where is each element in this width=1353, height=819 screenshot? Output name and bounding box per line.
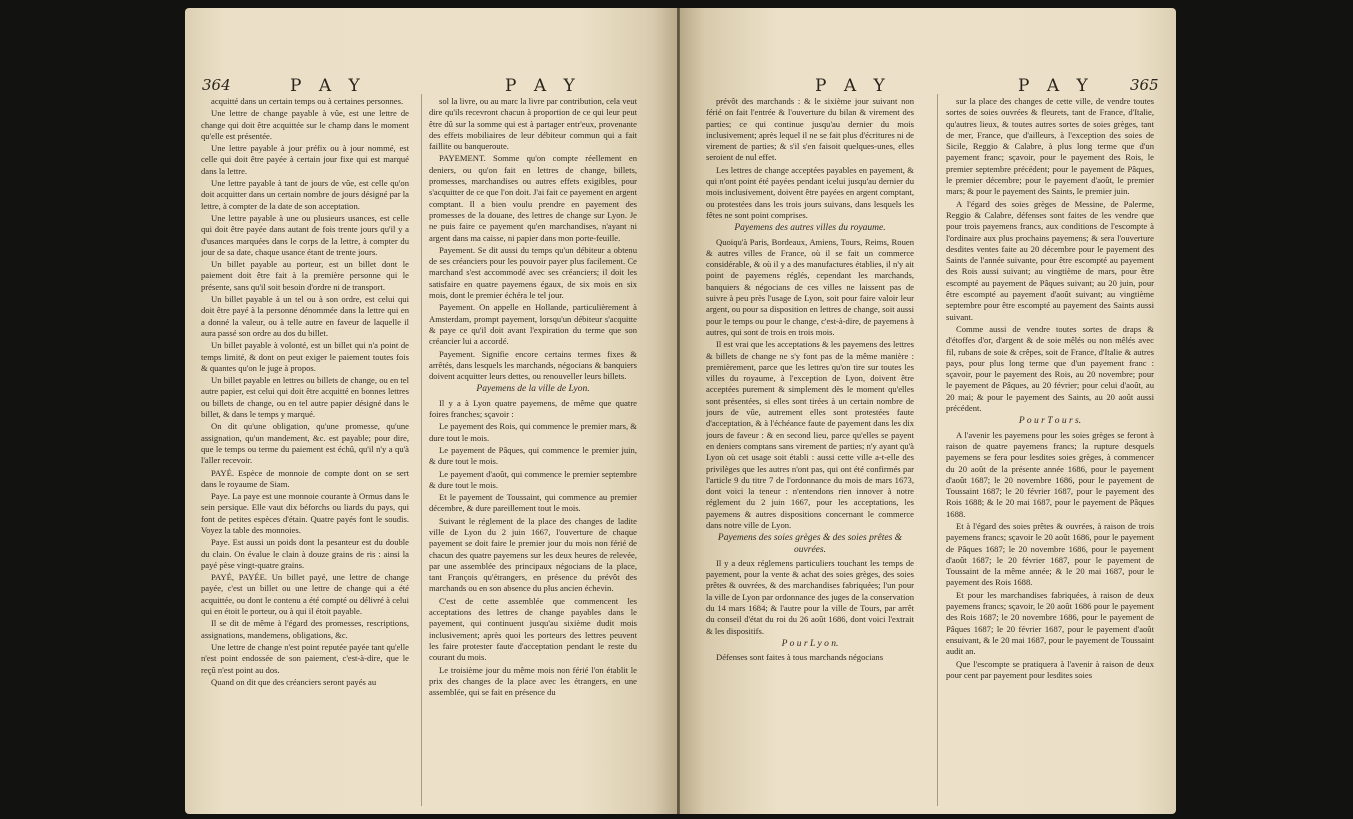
left-column-1 [201, 96, 409, 804]
paragraph: Il se dit de même à l'égard des promesses, rescriptions, assignations, mandemens, obligations, &c. [201, 618, 409, 640]
right-page [680, 8, 1176, 814]
paragraph: Une lettre de change payable à vûe, est une lettre de change qui doit être acquittée sur le champ dans le moment qu'elle est présentée. [201, 108, 409, 141]
paragraph: On dit qu'une obligation, qu'une promesse, qu'une assignation, qu'un mandement, &c. est payable; pour dire, que le temps ou terme du paiement est échû, qu'il n'y a qu'à l'aller recevoir. [201, 421, 409, 466]
paragraph: Un billet payable à un tel ou à son ordre, est celui qui doit être payé à la personne dénommée dans la lettre qui en a donné la valeur, ou à telle autre en faveur de laquelle il aura passé son ordre au dos du billet. [201, 294, 409, 338]
left-running-head: P A Y [290, 76, 366, 96]
paragraph: C'est de cette assemblée que commencent les acceptations des lettres de change payables dans le payement, qui continuent jusqu'au sixième dudit mois inclusivement; après quoi les porteurs des lettres peuvent les faire protester faute d'acceptation pendant le reste du courant du mois. [429, 595, 637, 663]
right-running-head-col2: P A Y [1018, 76, 1094, 96]
paragraph: Payement. Se dit aussi du temps qu'un débiteur a obtenu de ses créanciers pour les pouvoir payer plus facilement. Ce marchand s'est accommodé avec ses créanciers; il doit les satisfaire en quatre payemens égaux, de six mois en six mois, dont le premier échéra le tel jour. [429, 244, 637, 301]
paragraph: prévôt des marchands : & le sixième jour suivant non férié on fait l'entrée & l'ouverture du bilan & virement des parties; ce qui continue jusqu'au dernier du mois inclusivement; après lequel il ne se fait plus d'écritures ni de virement de parties; & s'il s'en faisoit quelques-unes, elles seroient de nul effet. [706, 96, 914, 163]
right-column-2 [946, 96, 1154, 804]
paragraph: A l'égard des soies grèges de Messine, de Palerme, Reggio & Calabre, défenses sont faites de les vendre que pour trois payemens francs, aux conditions de l'escompte à l'ordinaire aux plus prochains payemens; & sera l'ouverture desdites ventes faite au 20 décembre pour le payement des Saints de l'année suivante, pour être escompté au payement des Rois aussi suivant; au vingtième de mars, pour être escompté au payement de Pâques suivant; au 20 juin, pour être escompté au payement d'août suivant; au vingtième septembre pour être escompté au payement des Saints aussi suivant. [946, 198, 1154, 322]
left-column-rule [421, 94, 422, 806]
paragraph: Défenses sont faites à tous marchands négocians [716, 652, 884, 663]
paragraph: Paye. La paye est une monnoie courante à Ormus dans le sein persique. Elle vaut dix béforchs ou liards du pays, qui font de petites espèces d'étain. Quatre payés font le soudis. Voyez la table des monnoies. [201, 491, 409, 535]
paragraph: Quand on dit que des créanciers seront payés au [211, 676, 377, 687]
paragraph: Un billet payable en lettres ou billets de change, ou en tel autre papier, est celui qui doit être acquitté en bonnes lettres ou billets de change, ou en tel autre papier désigné dans le billet, & dans le temps y marqué. [201, 375, 409, 420]
section-heading: Payemens des soies grèges & des soies prêtes & ouvrées. [717, 533, 903, 555]
paragraph: Une lettre payable à une ou plusieurs usances, est celle qui doit être payée dans autant de fois trente jours qu'il y a d'usances marquées dans le corps de la lettre, à compter du jour de sa date, chaque usance étant de trente jours. [201, 212, 409, 257]
right-column-rule [937, 94, 938, 806]
paragraph: Il y a à Lyon quatre payemens, de même que quatre foires franches; sçavoir : [429, 397, 637, 420]
paragraph: Le payement de Pâques, qui commence le premier juin, & dure tout le mois. [429, 444, 637, 467]
paragraph: PAYEMENT. Somme qu'on compte réellement en deniers, ou qu'on fait en lettres de change, billets, promesses, marchandises ou autres effets exigibles, pour s'acquitter de ce que l'on doit. J'ai fait ce payement en argent comptant. Il a bien voulu prendre en payement des promesses de la douane, des lettres de change sur Lyon. Je ne puis faire ce payement qu'en marchandises, n'ayant ni argent dans ma caisse, ni papier dans mon porte-feuille. [429, 153, 637, 243]
paragraph: Quoiqu'à Paris, Bordeaux, Amiens, Tours, Reims, Rouen & autres villes de France, où il se fait un commerce considérable, & où il y a des manufactures établies, il n'y ait point de payemens réglés, cependant les marchands, banquiers & négocians de ces villes ne laissent pas de suivre à peu près l'usage de Lyon, soit pour faire valoir leur argent, ou pour sa disposition en lettres de change, soit aussi pour le temps ou pour le change, c'est-à-dire, de payemens à autres, qui sont de trois en trois mois. [706, 236, 914, 337]
paragraph: A l'avenir les payemens pour les soies grèges se feront à raison de quatre payemens francs; la rupture desquels payemens se fera pour lesdites soies grèges, à commencer du 20 août de la présente année 1686, pour le payement d'août 1687; le 20 novembre 1686, pour le payement de Toussaint 1687; le 20 février 1687, pour le payement des Rois 1688; & le 20 mai 1687, pour le payement de Pâques 1688. [946, 429, 1154, 519]
paragraph: Comme aussi de vendre toutes sortes de draps & d'étoffes d'or, d'argent & de soie mêlés ou non mêlés avec fil, rubans de soie & crêpes, soit de France, d'Italie & autres pays, pour plus long terme que d'un payement franc : sçavoir, pour le payement des Rois, au 20 novembre; pour le payement de Pâques, au 20 février; pour celui d'août, au 20 mai; & pour le payement des Saints, au 20 août aussi précédent. [946, 323, 1154, 414]
left-column-2 [429, 96, 637, 804]
paragraph: Paye. Est aussi un poids dont la pesanteur est du double du clain. On évalue le clain à douze grains de ris : ainsi la payé pèse vingt-quatre grains. [201, 537, 409, 570]
paragraph: Une lettre payable à tant de jours de vûe, est celle qu'on doit acquitter dans un certain nombre de jours désigné par la lettre, à compter de la date de son acceptation. [201, 178, 409, 211]
left-running-head-col2: P A Y [505, 76, 581, 96]
paragraph: Il y a deux réglemens particuliers touchant les temps de payement, pour la vente & achat des soies grèges, des soies prêtes & ouvrées, & des marchandises fabriquées; l'un pour la ville de Lyon par ordonnance des juges de la conservation du 14 mars 1684; & l'autre pour la ville de Tours, par arrêt du conseil d'état du roi du 26 août 1686, dont voici l'extrait & les dispositifs. [706, 557, 914, 636]
paragraph: Le payement des Rois, qui commence le premier mars, & dure tout le mois. [429, 421, 637, 443]
paragraph: acquitté dans un certain temps ou à certaines personnes. [211, 96, 404, 106]
paragraph: Une lettre de change n'est point reputée payée tant qu'elle n'est point endossée de son paiement, c'est-à-dire, que le reçû n'est point au dos. [201, 641, 409, 675]
paragraph: Il est vrai que les acceptations & les payemens des lettres & billets de change ne s'y font pas de la même manière : premièrement, parce que les lettres qu'on tire sur toutes les villes du royaume, à l'exception de Lyon, doivent être acceptées purement & simplement dès le moment qu'elles sont présentées, si elles sont tirées à un certain nombre de jours de vûe, autrement elles sont protestées faute d'acceptation, & à l'échéance faute de payement dans les dix jours de faveur : & en second lieu, parce qu'elles se payent en deniers comptans sans virement de parties; n'y ayant qu'à Lyon où cet usage soit établi : aussi cette ville a-t-elle des privilèges que les autres n'ont pas, qui ont été confirmés par l'article 9 du titre 7 de l'ordonnance du mois de mars 1673, dont voici la teneur : n'entendons rien innover à notre réglement du 2 juin 1667, pour les acceptations, les payemens & autres dispositions concernant le commerce dans notre ville de Lyon. [706, 339, 914, 530]
left-page-number: 364 [202, 76, 231, 94]
paragraph: Payement. Signifie encore certains termes fixes & arrêtés, dans lesquels les marchands, négocians & banquiers doivent acquitter leurs dettes, ou renouveller leurs billets. [429, 348, 637, 382]
right-running-head: P A Y [815, 76, 891, 96]
paragraph: Et le payement de Toussaint, qui commence au premier décembre, & dure pareillement tout le mois. [429, 492, 637, 514]
paragraph: Et à l'égard des soies prêtes & ouvrées, à raison de trois payemens francs; sçavoir le 20 août 1686, pour le payement de Pâques 1687; le 20 novembre 1686, pour le payement d'août 1687; le 20 février 1687, pour le payement de Toussaint de la même année; & le 20 mai 1687, pour le payement des Rois 1688. [946, 520, 1154, 588]
section-heading: Payemens des autres villes du royaume. [734, 223, 886, 234]
paragraph: Que l'escompte se pratiquera à l'avenir à raison de deux pour cent par payement pour lesdites soies [946, 658, 1154, 680]
paragraph: Suivant le réglement de la place des changes de ladite ville de Lyon du 2 juin 1667, l'ouverture de chaque payement se doit faire le premier jour du mois non férié de chacun des quatre payemens sur les deux heures de relevée, par une assemblée des principaux négocians de la place, tant François qu'étrangers, en présence du prévôt des marchands ou en son absence du plus ancien échevin. [429, 515, 637, 594]
paragraph: PAYÉ, PAYÉE. Un billet payé, une lettre de change payée, c'est un billet ou une lettre de change qui a été acquittée, ou dont le contenu a été compté ou délivré à celui qui en étoit le porteur, ou à qui il étoit payable. [201, 572, 409, 617]
paragraph: Un billet payable au porteur, est un billet dont le paiement doit être fait à la première personne qui le présente, sans qu'il soit besoin d'ordre ni de transport. [201, 259, 409, 292]
right-column-1 [706, 96, 914, 804]
paragraph: Une lettre payable à jour préfix ou à jour nommé, est celle qui doit être payée à certain jour fixe qui est marqué dans la lettre. [201, 143, 409, 176]
paragraph: sur la place des changes de cette ville, de vendre toutes sortes de soies ouvrées & fleurets, tant de France, d'Italie, qu'autres lieux, & toutes autres sortes de soies grèges, tant de mer, France, que d'ailleurs, à l'exception des soies de Sicile, Reggio & Calabre, à plus long terme que d'un payement franc; sçavoir, pour le payement des Rois, le premier septembre précédent; pour le payement de Pâques, le premier décembre; pour le payement d'août, le premier mars; & pour le payement des Saints, le premier juin. [946, 96, 1154, 197]
section-heading: P o u r T o u r s. [1018, 416, 1082, 427]
right-page-number: 365 [1130, 76, 1159, 94]
paragraph: Payement. On appelle en Hollande, particulièrement à Amsterdam, prompt payement, lorsqu'un débiteur s'acquitte & paye ce qu'il doit avant l'expiration du terme que son créancier lui a accordé. [429, 302, 637, 347]
paragraph: Le troisième jour du même mois non férié l'on établit le prix des changes de la place avec les étrangers, en une assemblée, qui se fait en présence du [429, 664, 637, 698]
paragraph: Un billet payable à volonté, est un billet qui n'a point de temps limité, & dont on peut exiger le paiement toutes fois & quantes qu'on le juge à propos. [201, 340, 409, 373]
section-heading: P o u r L y o n. [781, 638, 839, 649]
left-page [185, 8, 677, 814]
paragraph: Les lettres de change acceptées payables en payement, & qui n'ont point été payées pendant icelui jusqu'au dernier du mois inclusivement, doivent être payées en argent comptant, ou protestées dans les trois jours suivans, dans lesquels les fêtes ne sont point comprises. [706, 164, 914, 220]
paragraph: Le payement d'août, qui commence le premier septembre & dure tout le mois. [429, 468, 637, 490]
paragraph: sol la livre, ou au marc la livre par contribution, cela veut dire qu'ils recevront chacun à proportion de ce qui leur peut être dû sur la somme qui est à partager entr'eux, provenante des effets mobiliaires de leur débiteur commun qui a fait faillite ou banqueroute. [429, 96, 637, 152]
paragraph: PAYÉ. Espèce de monnoie de compte dont on se sert dans le royaume de Siam. [201, 467, 409, 489]
section-heading: Payemens de la ville de Lyon. [476, 384, 590, 395]
paragraph: Et pour les marchandises fabriquées, à raison de deux payemens francs; sçavoir, le 20 août 1686 pour le payement des Rois 1687; le 20 novembre 1686, pour le payement de Pâques 1687; le 20 février 1687, pour le payement d'août ensuivant, & le 20 mai 1687, pour le payement de Toussaint audit an. [946, 589, 1154, 657]
